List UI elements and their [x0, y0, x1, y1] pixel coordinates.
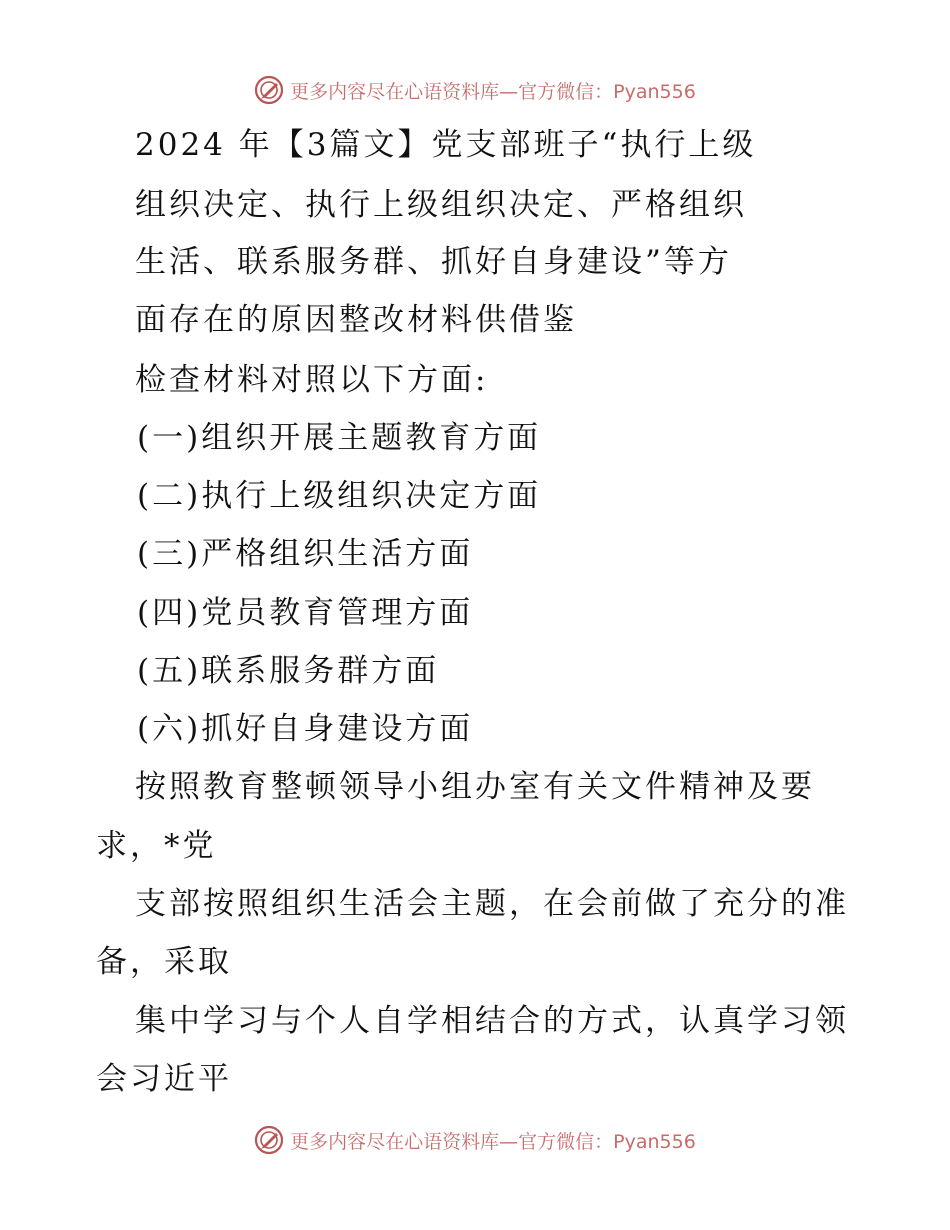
list-item-2: (二)执行上级组织决定方面: [137, 478, 542, 514]
header-banner: [0, 70, 950, 110]
title-line-3: 生活、联系服务群、抓好自身建设”等方: [135, 244, 732, 280]
intro-text: 检查材料对照以下方面:: [135, 362, 489, 398]
body-line-2: 求，*党: [96, 828, 217, 864]
title-line-2: 组织决定、执行上级组织决定、严格组织: [135, 187, 747, 223]
list-item-5: (五)联系服务群方面: [137, 653, 440, 689]
body-line-6: 会习近平: [96, 1061, 232, 1097]
list-item-3: (三)严格组织生活方面: [137, 536, 474, 572]
library-logo-icon: [254, 1125, 284, 1155]
title-line-4: 面存在的原因整改材料供借鉴: [135, 302, 577, 338]
list-item-1: (一)组织开展主题教育方面: [137, 420, 542, 456]
title-line-1: 2024 年【3篇文】党支部班子“执行上级: [135, 127, 757, 163]
body-line-3: 支部按照组织生活会主题，在会前做了充分的准: [135, 886, 849, 922]
body-line-5: 集中学习与个人自学相结合的方式，认真学习领: [135, 1003, 849, 1039]
header-banner-text: 更多内容尽在心语资料库—官方微信：Pyan556: [290, 80, 696, 103]
list-item-6: (六)抓好自身建设方面: [137, 711, 474, 747]
body-line-1: 按照教育整顿领导小组办室有关文件精神及要: [135, 769, 815, 805]
footer-banner-text: 更多内容尽在心语资料库—官方微信：Pyan556: [290, 1130, 696, 1153]
body-line-4: 备，采取: [96, 944, 232, 980]
footer-banner: [0, 1120, 950, 1160]
library-logo-icon: [254, 75, 284, 105]
list-item-4: (四)党员教育管理方面: [137, 595, 474, 631]
